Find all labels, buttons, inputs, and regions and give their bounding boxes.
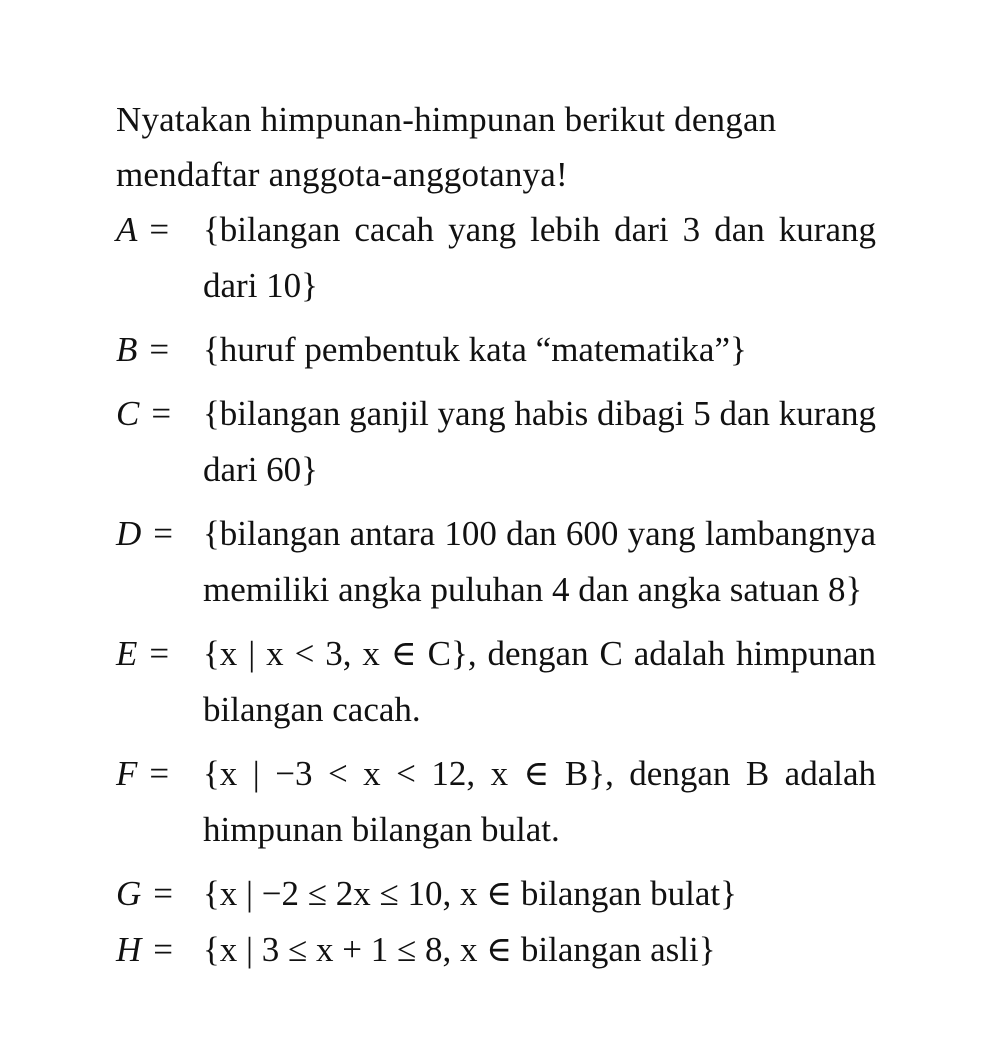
equals-sign: =	[151, 394, 172, 433]
equals-sign: =	[149, 210, 170, 249]
instruction-line-2: mendaftar anggota-anggotanya!	[116, 155, 568, 194]
set-definition: {bilangan cacah yang lebih dari 3 dan kurang dari 10}	[203, 210, 876, 305]
set-name: E	[116, 634, 138, 673]
set-name: A	[116, 210, 138, 249]
set-label	[116, 626, 206, 682]
equals-sign: =	[149, 754, 170, 793]
set-item-d	[116, 506, 876, 618]
set-definition: {huruf pembentuk kata “matematika”}	[203, 330, 747, 369]
set-definition: {x | −3 < x < 12, x ∈ B}, dengan B adalah himpunan bilangan bulat.	[203, 754, 876, 849]
set-label	[116, 202, 206, 258]
set-definition: {x | x < 3, x ∈ C}, dengan C adalah himpunan bilangan cacah.	[203, 634, 876, 729]
set-item-c	[116, 386, 876, 498]
set-label	[116, 386, 206, 442]
set-definition: {bilangan antara 100 dan 600 yang lambangnya memiliki angka puluhan 4 dan angka satuan 8}	[203, 514, 876, 609]
set-label	[116, 322, 206, 378]
set-name: B	[116, 330, 138, 369]
set-definition: {x | −2 ≤ 2x ≤ 10, x ∈ bilangan bulat}	[203, 874, 737, 913]
set-name: D	[116, 514, 142, 553]
set-item-e	[116, 626, 876, 738]
set-name: G	[116, 874, 142, 913]
instruction-line-1: Nyatakan himpunan-himpunan berikut dengan	[116, 100, 777, 139]
set-item-h	[116, 922, 876, 978]
set-name: H	[116, 930, 142, 969]
equals-sign: =	[149, 634, 170, 673]
set-name: C	[116, 394, 140, 433]
set-label	[116, 922, 206, 978]
set-definition: {bilangan ganjil yang habis dibagi 5 dan kurang dari 60}	[203, 394, 876, 489]
set-item-a	[116, 202, 876, 314]
equals-sign: =	[153, 874, 174, 913]
set-label	[116, 866, 206, 922]
instruction-text	[116, 92, 876, 202]
set-label	[116, 506, 206, 562]
set-name: F	[116, 754, 138, 793]
set-item-f	[116, 746, 876, 858]
set-definition-list	[116, 202, 876, 978]
set-item-b	[116, 322, 876, 378]
set-definition: {x | 3 ≤ x + 1 ≤ 8, x ∈ bilangan asli}	[203, 930, 716, 969]
equals-sign: =	[153, 930, 174, 969]
equals-sign: =	[153, 514, 174, 553]
equals-sign: =	[149, 330, 170, 369]
set-label	[116, 746, 206, 802]
set-item-g	[116, 866, 876, 922]
